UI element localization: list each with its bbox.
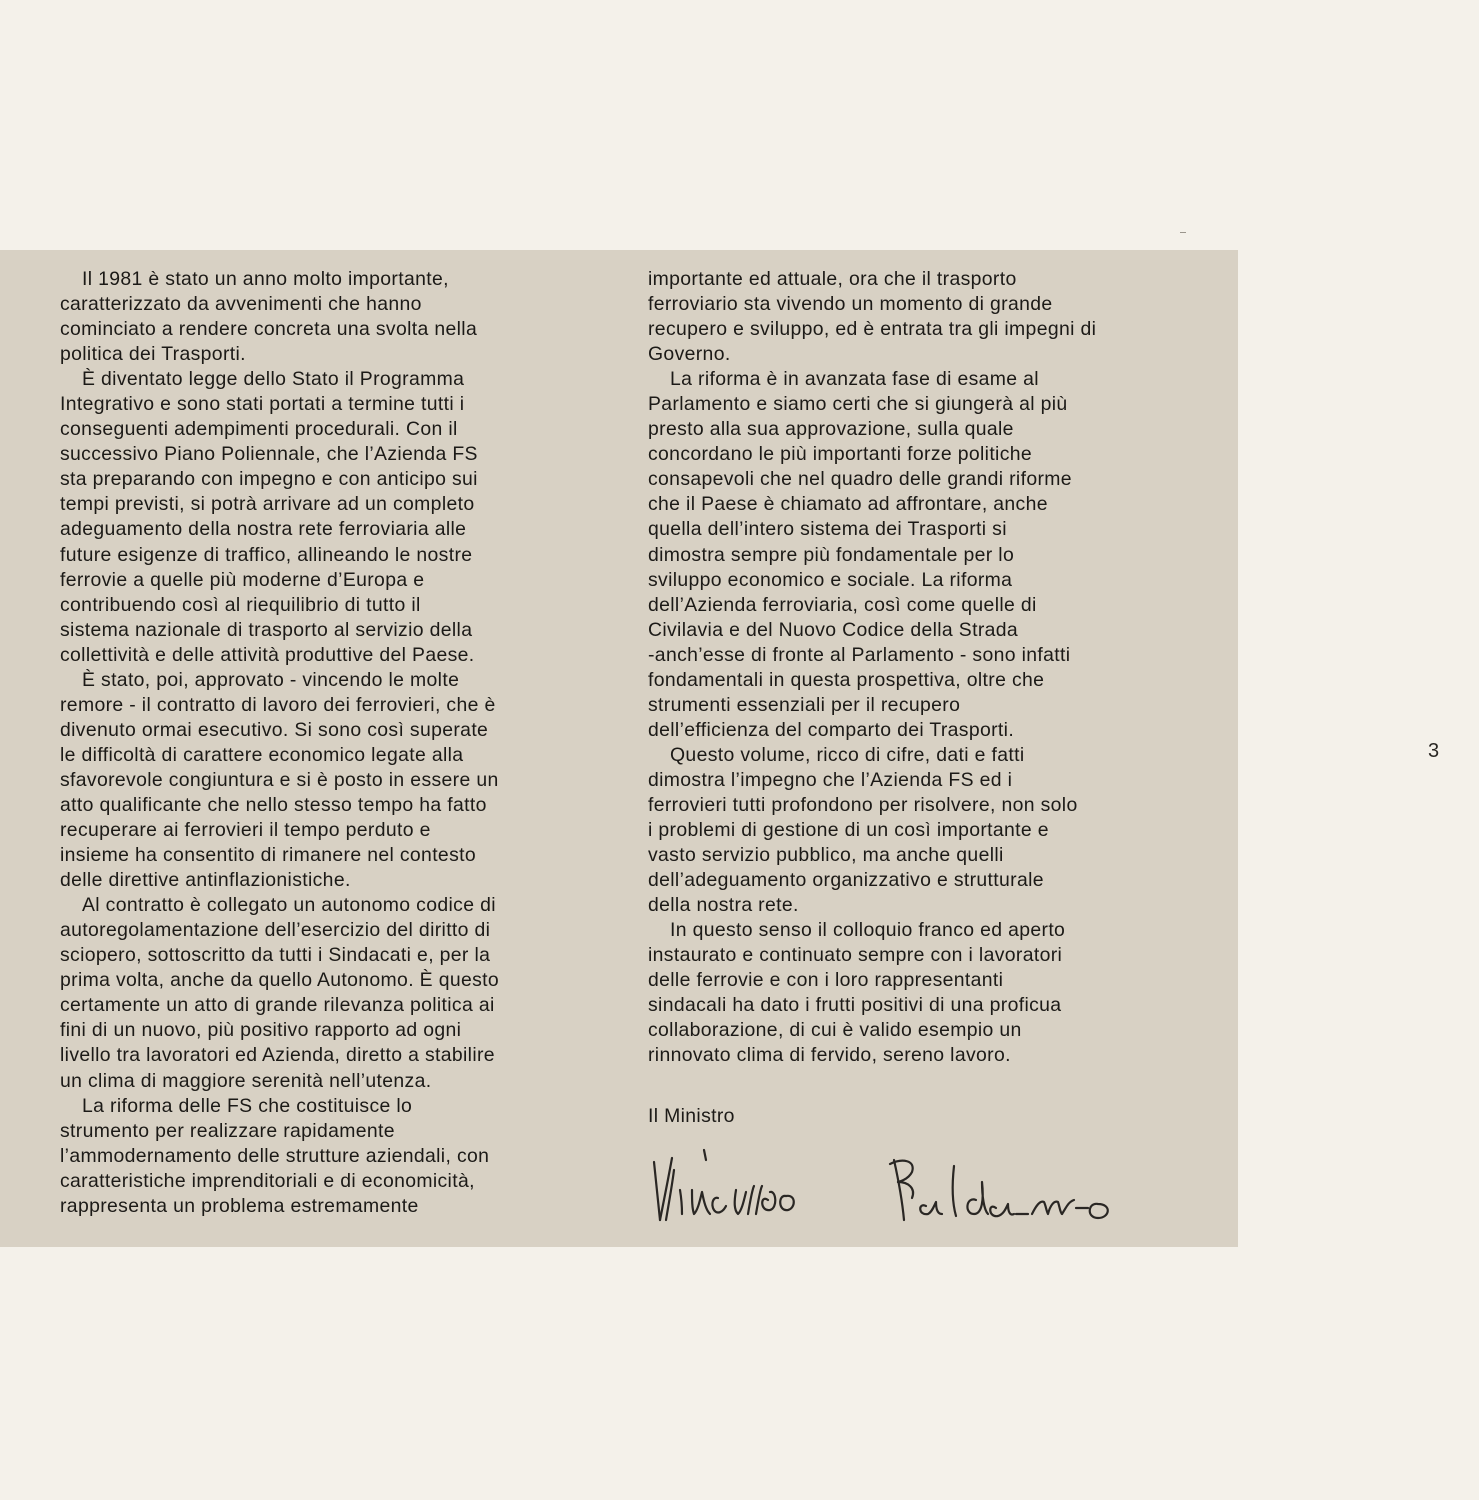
printer-mark <box>1180 232 1186 233</box>
text-line: instaurato e continuato sempre con i lavoratori <box>648 944 1063 967</box>
text-line: presto alla sua approvazione, sulla quale <box>648 418 1014 441</box>
text-line: Questo volume, ricco di cifre, dati e fatti <box>670 743 1025 766</box>
text-line: remore - il contratto di lavoro dei ferrovieri, che è <box>60 693 496 716</box>
letter-panel <box>0 250 1238 1247</box>
text-line: i problemi di gestione di un così importante e <box>648 819 1049 842</box>
text-line: conseguenti adempimenti procedurali. Con il <box>60 418 458 441</box>
text-line: ferrovieri tutti profondono per risolvere, non solo <box>648 793 1078 816</box>
text-line: cominciato a rendere concreta una svolta nella <box>60 318 478 341</box>
text-line: ferroviario sta vivendo un momento di grande <box>648 293 1053 316</box>
right-text-column <box>648 267 1188 1069</box>
text-line: vasto servizio pubblico, ma anche quelli <box>648 844 1004 867</box>
text-line: importante ed attuale, ora che il trasporto <box>648 268 1017 290</box>
text-line: Il 1981 è stato un anno molto importante, <box>82 268 449 290</box>
text-line: dimostra sempre più fondamentale per lo <box>648 543 1015 566</box>
text-line: contribuendo così al riequilibrio di tutto il <box>60 593 421 616</box>
text-line: La riforma delle FS che costituisce lo <box>82 1094 413 1117</box>
signature <box>636 1130 1156 1230</box>
text-line: sciopero, sottoscritto da tutti i Sindacati e, per la <box>60 944 491 967</box>
text-line: Parlamento e siamo certi che si giungerà al più <box>648 393 1068 416</box>
text-line: future esigenze di traffico, allineando le nostre <box>60 543 473 566</box>
text-line: recuperare ai ferrovieri il tempo perduto e <box>60 819 431 842</box>
text-line: livello tra lavoratori ed Azienda, diretto a stabilire <box>60 1044 495 1067</box>
text-line: recupero e sviluppo, ed è entrata tra gli impegni di <box>648 318 1097 341</box>
text-line: concordano le più importanti forze politiche <box>648 443 1033 466</box>
text-line: collettività e delle attività produttive del Paese. <box>60 643 475 666</box>
text-line: Civilavia e del Nuovo Codice della Strada <box>648 618 1019 641</box>
text-line: Integrativo e sono stati portati a termine tutti i <box>60 393 465 416</box>
text-line: -anch’esse di fronte al Parlamento - sono infatti <box>648 643 1071 666</box>
text-line: insieme ha consentito di rimanere nel contesto <box>60 844 476 867</box>
text-line: un clima di maggiore serenità nell’utenza. <box>60 1069 432 1092</box>
text-line: adeguamento della nostra rete ferroviaria alle <box>60 518 467 541</box>
text-line: dell’efficienza del comparto dei Trasporti. <box>648 718 1015 741</box>
text-line: caratteristiche imprenditoriali e di economicità, <box>60 1169 475 1192</box>
text-line: successivo Piano Poliennale, che l’Azienda FS <box>60 443 478 466</box>
page-number: 3 <box>1428 740 1440 762</box>
text-line: rappresenta un problema estremamente <box>60 1194 419 1217</box>
text-line: È diventato legge dello Stato il Programma <box>82 368 465 391</box>
text-line: strumenti essenziali per il recupero <box>648 693 961 716</box>
left-text-column <box>60 267 580 1219</box>
text-line: prima volta, anche da quello Autonomo. È questo <box>60 969 500 992</box>
text-line: sta preparando con impegno e con anticipo sui <box>60 468 478 491</box>
text-line: strumento per realizzare rapidamente <box>60 1119 395 1142</box>
text-line: rinnovato clima di fervido, sereno lavoro. <box>648 1044 1011 1067</box>
text-line: delle direttive antinflazionistiche. <box>60 869 351 892</box>
text-line: divenuto ormai esecutivo. Si sono così superate <box>60 718 489 741</box>
text-line: politica dei Trasporti. <box>60 343 246 366</box>
text-line: sistema nazionale di trasporto al servizio della <box>60 618 473 641</box>
text-line: sfavorevole congiuntura e si è posto in essere un <box>60 768 499 791</box>
text-line: caratterizzato da avvenimenti che hanno <box>60 293 422 316</box>
text-line: ferrovie a quelle più moderne d’Europa e <box>60 568 425 591</box>
text-line: fondamentali in questa prospettiva, oltre che <box>648 668 1045 691</box>
text-line: dell’adeguamento organizzativo e strutturale <box>648 869 1044 892</box>
text-line: sindacali ha dato i frutti positivi di una proficua <box>648 994 1062 1017</box>
text-line: consapevoli che nel quadro delle grandi riforme <box>648 468 1072 491</box>
text-line: È stato, poi, approvato - vincendo le molte <box>82 668 460 691</box>
text-line: della nostra rete. <box>648 894 799 917</box>
text-line: l’ammodernamento delle strutture aziendali, con <box>60 1144 490 1167</box>
text-line: collaborazione, di cui è valido esempio un <box>648 1019 1022 1042</box>
text-line: dell’Azienda ferroviaria, così come quelle di <box>648 593 1037 616</box>
text-line: fini di un nuovo, più positivo rapporto ad ogni <box>60 1019 462 1042</box>
text-line: autoregolamentazione dell’esercizio del diritto di <box>60 919 491 942</box>
text-line: Al contratto è collegato un autonomo codice di <box>82 894 496 917</box>
text-line: sviluppo economico e sociale. La riforma <box>648 568 1013 591</box>
text-line: In questo senso il colloquio franco ed aperto <box>670 919 1066 942</box>
text-line: tempi previsti, si potrà arrivare ad un completo <box>60 493 475 516</box>
text-line: atto qualificante che nello stesso tempo ha fatto <box>60 793 487 816</box>
text-line: Governo. <box>648 343 731 366</box>
text-line: La riforma è in avanzata fase di esame al <box>670 368 1039 391</box>
closing-title: Il Ministro <box>648 1105 735 1127</box>
text-line: quella dell’intero sistema dei Trasporti si <box>648 518 1007 541</box>
text-line: che il Paese è chiamato ad affrontare, anche <box>648 493 1048 516</box>
text-line: certamente un atto di grande rilevanza politica ai <box>60 994 495 1017</box>
text-line: delle ferrovie e con i loro rappresentanti <box>648 969 1004 992</box>
text-line: dimostra l’impegno che l’Azienda FS ed i <box>648 768 1013 791</box>
text-line: le difficoltà di carattere economico legate alla <box>60 743 464 766</box>
